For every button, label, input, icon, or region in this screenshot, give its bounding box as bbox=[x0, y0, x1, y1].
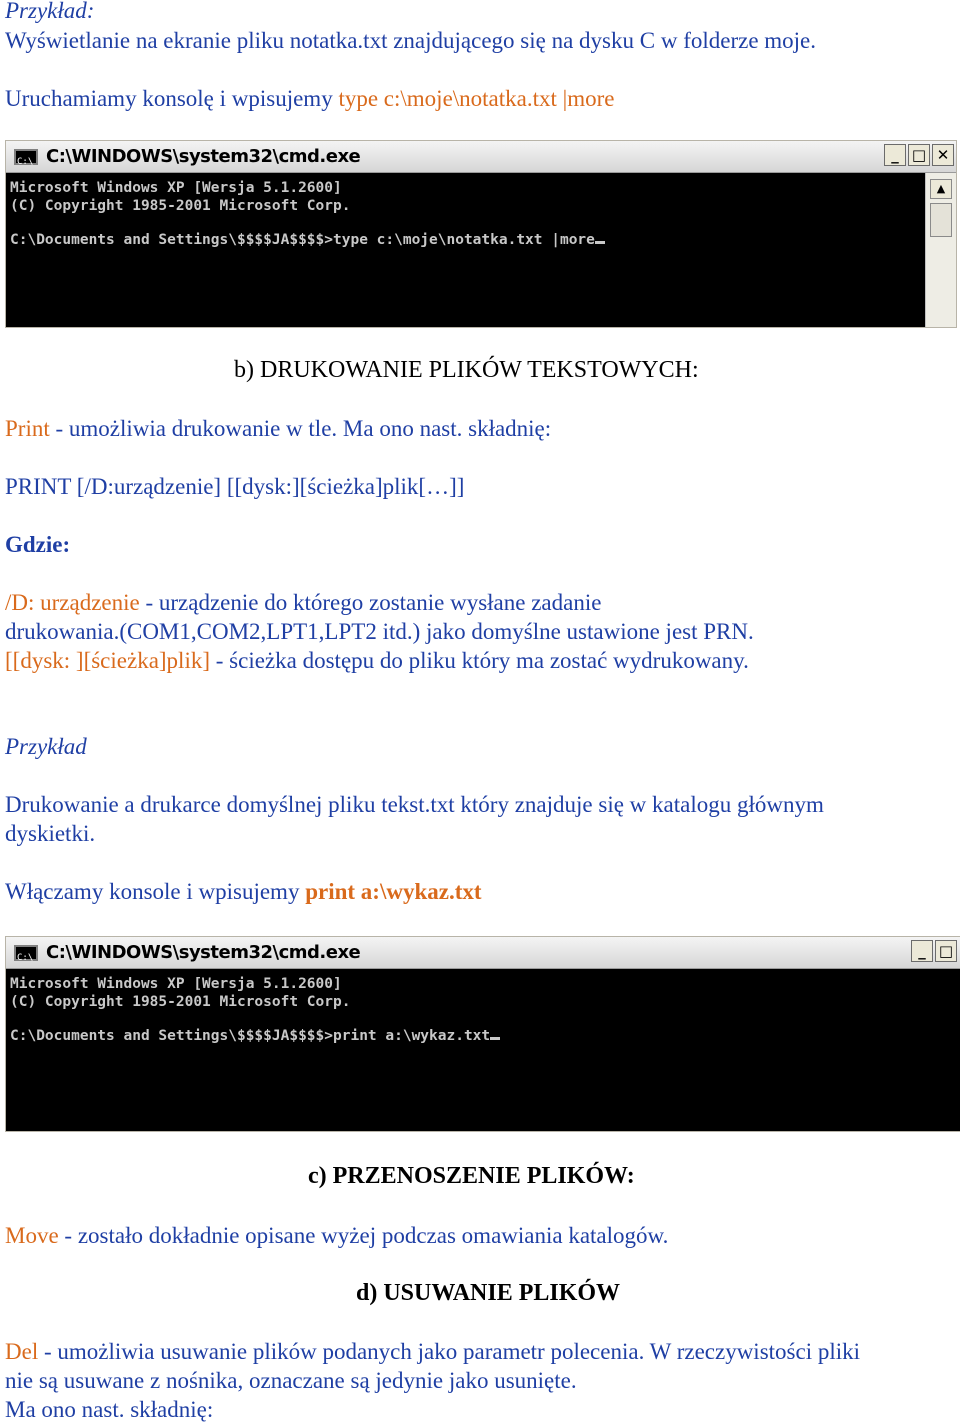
window-controls bbox=[911, 940, 957, 962]
example-command-line bbox=[5, 877, 482, 906]
console-prompt: C:\Documents and Settings\$$$$JA$$$$>print a:\wykaz.txt bbox=[10, 1028, 491, 1044]
cmd-icon bbox=[14, 945, 38, 961]
console-prompt-line bbox=[10, 1027, 953, 1045]
example-command-prefix: Włączamy konsole i wpisujemy bbox=[5, 879, 306, 904]
param-device bbox=[5, 588, 601, 617]
console-title: C:\WINDOWS\system32\cmd.exe bbox=[46, 942, 361, 963]
where-label: Gdzie: bbox=[5, 532, 71, 557]
example-line-cont: dyskietki. bbox=[5, 821, 96, 846]
section-d-heading: d) USUWANIE PLIKÓW bbox=[356, 1280, 621, 1306]
cursor-icon bbox=[490, 1037, 500, 1040]
maximize-button[interactable]: □ bbox=[908, 144, 930, 166]
print-description bbox=[5, 414, 551, 443]
close-button[interactable]: ✕ bbox=[932, 144, 954, 166]
move-desc: - zostało dokładnie opisane wyżej podczas omawiania katalogów. bbox=[58, 1223, 669, 1248]
example-label: Przykład: bbox=[5, 0, 95, 23]
del-description-cont: nie są usuwane z nośnika, oznaczane są jedynie jako usunięte. bbox=[5, 1368, 577, 1393]
console-line: (C) Copyright 1985-2001 Microsoft Corp. bbox=[10, 198, 351, 214]
param-device-cont: drukowania.(COM1,COM2,LPT1,LPT2 itd.) jako domyślne ustawione jest PRN. bbox=[5, 619, 754, 644]
print-desc: - umożliwia drukowanie w tle. Ma ono nast. składnię: bbox=[49, 416, 552, 441]
intro-command-line bbox=[5, 84, 615, 113]
section-b-heading: b) DRUKOWANIE PLIKÓW TEKSTOWYCH: bbox=[234, 357, 699, 383]
move-description bbox=[5, 1221, 668, 1250]
scroll-thumb[interactable] bbox=[930, 203, 952, 237]
console-screen[interactable] bbox=[6, 173, 926, 327]
intro-command: type c:\moje\notatka.txt |more bbox=[338, 86, 615, 111]
console-window-1 bbox=[5, 140, 957, 328]
console-window-2 bbox=[5, 936, 960, 1132]
del-desc: - umożliwia usuwanie plików podanych jako parametr polecenia. W rzeczywistości pliki bbox=[38, 1339, 861, 1364]
console-prompt-line bbox=[10, 231, 926, 249]
intro-line: Wyświetlanie na ekranie pliku notatka.txt znajdującego się na dysku C w folderze moje. bbox=[5, 28, 817, 53]
console-title: C:\WINDOWS\system32\cmd.exe bbox=[46, 146, 361, 167]
console-screen[interactable] bbox=[6, 969, 953, 1131]
console-titlebar bbox=[6, 937, 960, 969]
example-line: Drukowanie a drukarce domyślnej pliku tekst.txt który znajduje się w katalogu głównym bbox=[5, 792, 824, 817]
minimize-button[interactable]: _ bbox=[884, 144, 906, 166]
console-line: (C) Copyright 1985-2001 Microsoft Corp. bbox=[10, 994, 351, 1010]
console-line: Microsoft Windows XP [Wersja 5.1.2600] bbox=[10, 976, 342, 992]
print-syntax: PRINT [/D:urządzenie] [[dysk:][ścieżka]plik[…]] bbox=[5, 474, 465, 499]
move-keyword: Move bbox=[5, 1223, 59, 1248]
del-keyword: Del bbox=[5, 1339, 39, 1364]
window-controls bbox=[884, 144, 954, 166]
intro-command-prefix: Uruchamiamy konsolę i wpisujemy bbox=[5, 86, 339, 111]
param-path-desc: - ścieżka dostępu do pliku który ma zostać wydrukowany. bbox=[210, 648, 749, 673]
section-c-heading: c) PRZENOSZENIE PLIKÓW: bbox=[308, 1163, 635, 1189]
del-description bbox=[5, 1337, 860, 1366]
param-path-key: [[dysk: ][ścieżka]plik] bbox=[5, 648, 211, 673]
console-line: Microsoft Windows XP [Wersja 5.1.2600] bbox=[10, 180, 342, 196]
minimize-button[interactable]: _ bbox=[911, 940, 933, 962]
console-titlebar bbox=[6, 141, 956, 173]
console-scrollbar[interactable] bbox=[925, 173, 956, 327]
param-device-key: /D: urządzenie bbox=[5, 590, 140, 615]
print-keyword: Print bbox=[5, 416, 50, 441]
param-device-desc: - urządzenie do którego zostanie wysłane zadanie bbox=[139, 590, 602, 615]
param-path bbox=[5, 646, 749, 675]
console-prompt: C:\Documents and Settings\$$$$JA$$$$>type c:\moje\notatka.txt |more bbox=[10, 232, 595, 248]
maximize-button[interactable]: □ bbox=[935, 940, 957, 962]
del-syntax-intro: Ma ono nast. składnię: bbox=[5, 1397, 214, 1422]
cmd-icon bbox=[14, 149, 38, 165]
cursor-icon bbox=[595, 241, 605, 244]
example-label-2: Przykład bbox=[5, 734, 87, 759]
example-command: print a:\wykaz.txt bbox=[305, 879, 482, 904]
scroll-up-icon[interactable]: ▲ bbox=[930, 179, 952, 199]
